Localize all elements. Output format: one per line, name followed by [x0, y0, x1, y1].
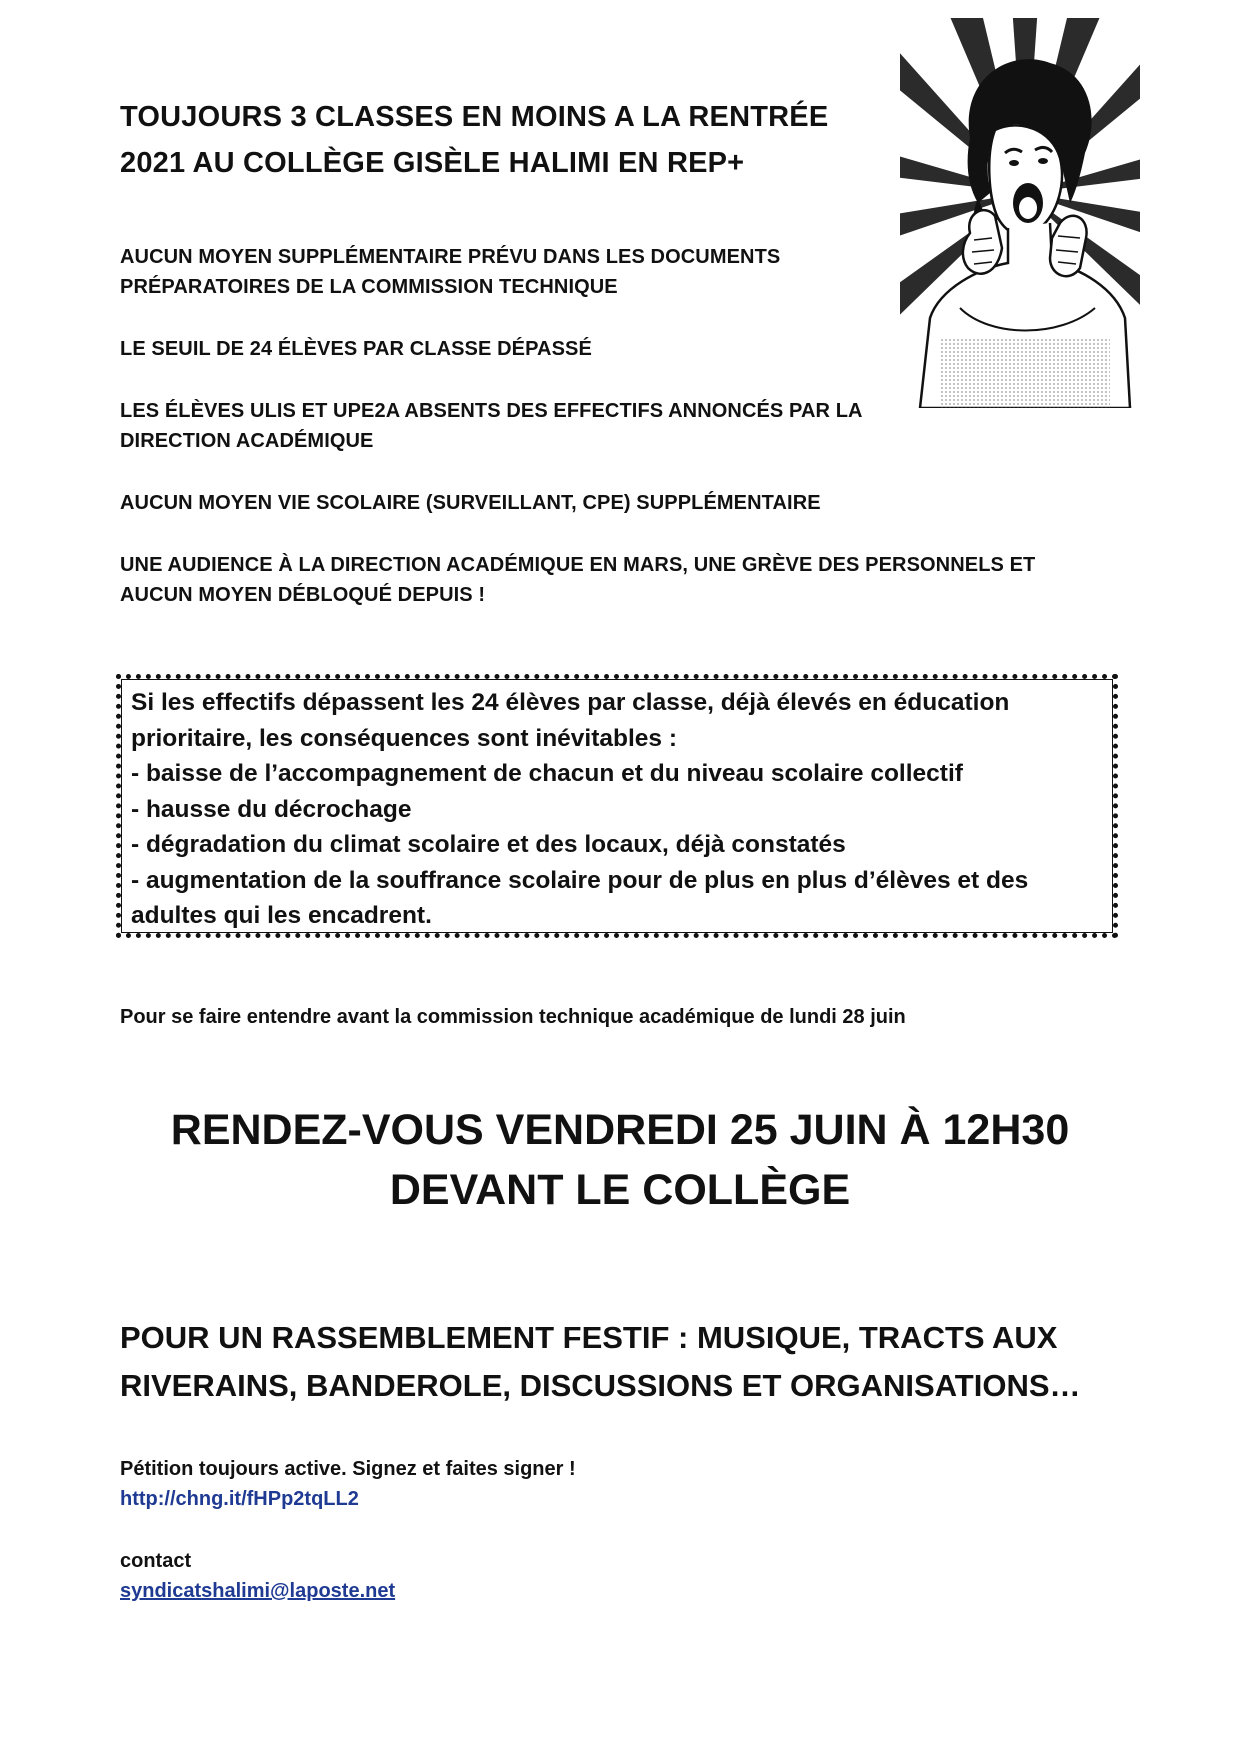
- rendezvous-heading: [80, 1100, 1160, 1220]
- festif-line-1: POUR UN RASSEMBLEMENT FESTIF : MUSIQUE, TRACTS AUX: [120, 1320, 1058, 1355]
- point-4: [120, 488, 1110, 518]
- point-2: [120, 334, 1110, 364]
- title-line-1: TOUJOURS 3 CLASSES EN MOINS A LA RENTRÉE: [120, 101, 829, 133]
- point-line: AUCUN MOYEN DÉBLOQUÉ DEPUIS !: [120, 584, 486, 606]
- petition-text: Pétition toujours active. Signez et faites signer !: [120, 1458, 576, 1480]
- point-line: UNE AUDIENCE À LA DIRECTION ACADÉMIQUE EN MARS, UNE GRÈVE DES PERSONNELS ET: [120, 554, 1036, 576]
- point-line: PRÉPARATOIRES DE LA COMMISSION TECHNIQUE: [120, 276, 618, 298]
- box-line: - augmentation de la souffrance scolaire pour de plus en plus d’élèves et des: [131, 866, 1029, 894]
- festive-gathering-heading: [120, 1314, 1140, 1410]
- flyer-title: [120, 94, 900, 186]
- invite-text: Pour se faire entendre avant la commission technique académique de lundi 28 juin: [120, 1006, 906, 1028]
- point-line: DIRECTION ACADÉMIQUE: [120, 430, 374, 452]
- petition-link[interactable]: http://chng.it/fHPp2tqLL2: [120, 1488, 359, 1510]
- point-line: AUCUN MOYEN SUPPLÉMENTAIRE PRÉVU DANS LES DOCUMENTS: [120, 246, 781, 268]
- festif-line-2: RIVERAINS, BANDEROLE, DISCUSSIONS ET ORGANISATIONS…: [120, 1368, 1081, 1403]
- rdv-line-1: RENDEZ-VOUS VENDREDI 25 JUIN À 12H30: [170, 1106, 1070, 1154]
- box-line: prioritaire, les conséquences sont inévitables :: [131, 724, 677, 752]
- box-line: - baisse de l’accompagnement de chacun et du niveau scolaire collectif: [131, 760, 963, 787]
- title-line-2: 2021 AU COLLÈGE GISÈLE HALIMI EN REP+: [120, 147, 745, 179]
- contact-label: contact: [120, 1550, 192, 1572]
- box-line: Si les effectifs dépassent les 24 élèves par classe, déjà élevés en éducation: [131, 689, 1010, 716]
- point-line: LES ÉLÈVES ULIS ET UPE2A ABSENTS DES EFFECTIFS ANNONCÉS PAR LA: [120, 400, 863, 422]
- box-line: - dégradation du climat scolaire et des locaux, déjà constatés: [131, 831, 846, 858]
- point-5: [120, 550, 1110, 610]
- petition-section: [120, 1454, 920, 1514]
- point-line: LE SEUIL DE 24 ÉLÈVES PAR CLASSE DÉPASSÉ: [120, 338, 592, 360]
- box-line: adultes qui les encadrent.: [131, 902, 432, 929]
- consequences-box: [116, 674, 1118, 938]
- point-line: AUCUN MOYEN VIE SCOLAIRE (SURVEILLANT, CPE) SUPPLÉMENTAIRE: [120, 492, 821, 514]
- consequences-text: [131, 685, 1107, 934]
- contact-email-link[interactable]: syndicatshalimi@laposte.net: [120, 1580, 396, 1602]
- contact-section: [120, 1546, 920, 1606]
- key-points: [120, 242, 1110, 642]
- point-1: [120, 242, 1110, 302]
- point-3: [120, 396, 1110, 456]
- rdv-line-2: DEVANT LE COLLÈGE: [389, 1166, 851, 1214]
- box-line: - hausse du décrochage: [131, 795, 412, 823]
